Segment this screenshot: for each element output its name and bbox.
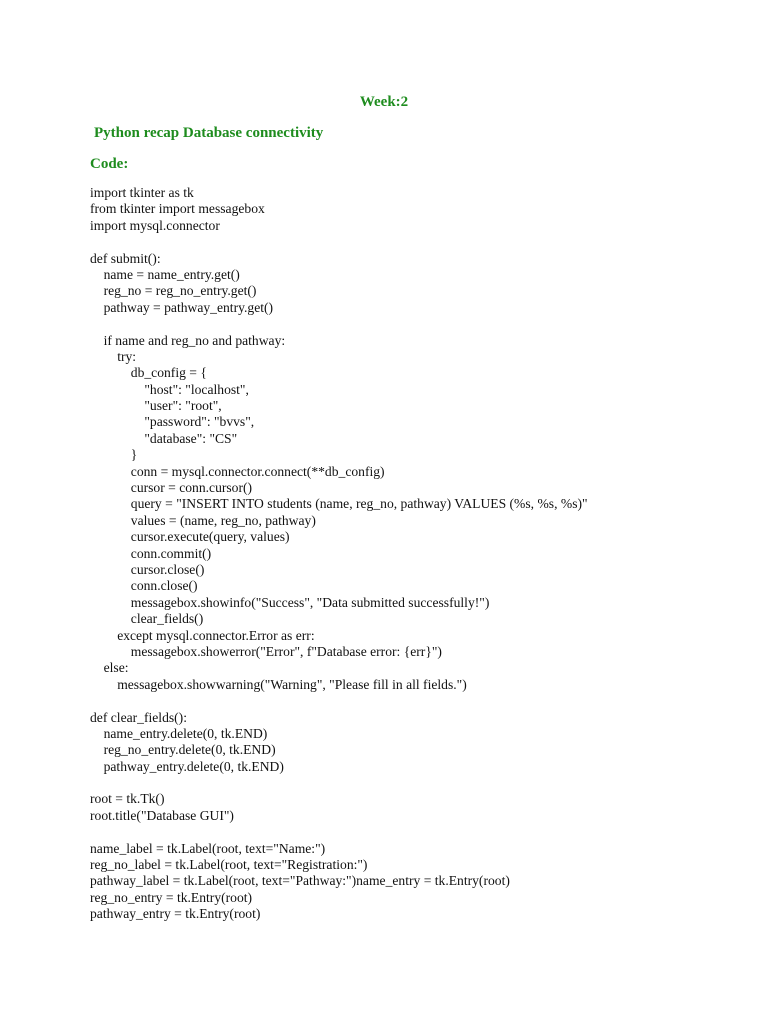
code-line: cursor.close()	[90, 561, 205, 577]
code-line: clear_fields()	[90, 611, 204, 627]
code-line: root = tk.Tk()	[90, 791, 165, 807]
code-line: reg_no_entry.delete(0, tk.END)	[90, 742, 276, 758]
document-subtitle: Python recap Database connectivity	[94, 125, 324, 141]
code-line: reg_no = reg_no_entry.get()	[90, 283, 257, 299]
code-line: if name and reg_no and pathway:	[90, 332, 286, 348]
code-line: db_config = {	[90, 365, 207, 381]
code-line: import tkinter as tk	[90, 185, 194, 200]
code-line	[90, 775, 750, 791]
code-line: import mysql.connector	[90, 217, 220, 233]
code-line: name = name_entry.get()	[90, 266, 240, 282]
code-line: name_label = tk.Label(root, text="Name:")	[90, 840, 326, 856]
code-line: values = (name, reg_no, pathway)	[90, 512, 316, 528]
code-line: root.title("Database GUI")	[90, 807, 234, 823]
code-line: except mysql.connector.Error as err:	[90, 627, 315, 643]
code-line: pathway_entry.delete(0, tk.END)	[90, 758, 284, 774]
code-line: messagebox.showerror("Error", f"Database error: {err}")	[90, 643, 442, 659]
code-line: conn.commit()	[90, 545, 212, 561]
code-line: "user": "root",	[90, 398, 222, 414]
code-line: messagebox.showinfo("Success", "Data submitted successfully!")	[90, 594, 490, 610]
code-line: messagebox.showwarning("Warning", "Please fill in all fields.")	[90, 676, 467, 692]
code-line: "host": "localhost",	[90, 381, 249, 397]
code-line: reg_no_label = tk.Label(root, text="Registration:")	[90, 857, 368, 873]
code-line	[90, 234, 750, 250]
code-block	[90, 185, 750, 923]
code-line	[90, 693, 750, 709]
code-line: name_entry.delete(0, tk.END)	[90, 725, 268, 741]
code-line: }	[90, 447, 138, 463]
code-line: from tkinter import messagebox	[90, 201, 265, 217]
code-line: try:	[90, 348, 137, 364]
code-line: query = "INSERT INTO students (name, reg_no, pathway) VALUES (%s, %s, %s)"	[90, 496, 588, 512]
code-line: "database": "CS"	[90, 430, 238, 446]
code-line: reg_no_entry = tk.Entry(root)	[90, 889, 253, 905]
code-line: conn.close()	[90, 578, 198, 594]
code-line: cursor = conn.cursor()	[90, 480, 253, 496]
code-line: pathway_entry = tk.Entry(root)	[90, 906, 261, 922]
code-line: def submit():	[90, 250, 161, 266]
code-line: conn = mysql.connector.connect(**db_config)	[90, 463, 385, 479]
code-line: pathway_label = tk.Label(root, text="Pathway:")name_entry = tk.Entry(root)	[90, 873, 510, 889]
code-line	[90, 824, 750, 840]
code-line: def clear_fields():	[90, 709, 187, 725]
code-line	[90, 316, 750, 332]
code-line: "password": "bvvs",	[90, 414, 255, 430]
code-heading: Code:	[90, 156, 129, 172]
code-line: pathway = pathway_entry.get()	[90, 299, 274, 315]
week-title: Week:2	[359, 94, 409, 110]
code-line: cursor.execute(query, values)	[90, 529, 290, 545]
code-line: else:	[90, 660, 129, 676]
